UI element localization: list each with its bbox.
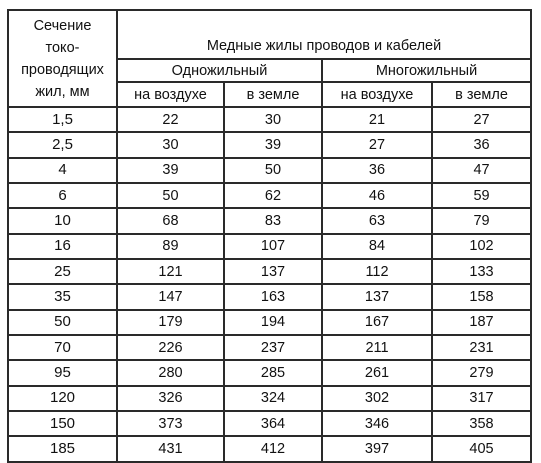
current-cell: 27 [322, 132, 432, 157]
current-cell: 280 [117, 360, 224, 385]
current-cell: 147 [117, 284, 224, 309]
section-header-line: жил, мм [35, 83, 90, 100]
table-row [8, 259, 531, 284]
section-header-line: Сечение [33, 17, 92, 34]
current-cell: 231 [432, 335, 531, 360]
current-cell: 102 [432, 234, 531, 259]
current-cell: 84 [322, 234, 432, 259]
section-cell: 25 [8, 259, 117, 284]
section-cell: 70 [8, 335, 117, 360]
section-cell: 6 [8, 183, 117, 208]
section-cell: 1,5 [8, 107, 117, 132]
current-cell: 261 [322, 360, 432, 385]
section-cell: 10 [8, 208, 117, 233]
table-row [8, 208, 531, 233]
current-cell: 30 [224, 107, 322, 132]
table-row [8, 386, 531, 411]
subheader-multi-core: Многожильный [322, 59, 531, 82]
current-cell: 83 [224, 208, 322, 233]
current-cell: 39 [224, 132, 322, 157]
current-cell: 21 [322, 107, 432, 132]
subheader-single-core: Одножильный [117, 59, 322, 82]
current-cell: 133 [432, 259, 531, 284]
current-cell: 194 [224, 310, 322, 335]
section-cell: 16 [8, 234, 117, 259]
section-cell: 4 [8, 158, 117, 183]
current-cell: 46 [322, 183, 432, 208]
current-cell: 326 [117, 386, 224, 411]
current-cell: 285 [224, 360, 322, 385]
current-cell: 302 [322, 386, 432, 411]
table-row [8, 284, 531, 309]
condition-header: в земле [432, 82, 531, 107]
table-row [8, 132, 531, 157]
current-cell: 22 [117, 107, 224, 132]
current-cell: 107 [224, 234, 322, 259]
table-row [8, 436, 531, 462]
current-cell: 63 [322, 208, 432, 233]
table-row [8, 234, 531, 259]
current-cell: 412 [224, 436, 322, 462]
table-row [8, 360, 531, 385]
table-row [8, 310, 531, 335]
current-cell: 59 [432, 183, 531, 208]
current-cell: 358 [432, 411, 531, 436]
table-row [8, 411, 531, 436]
copper-group-header: Медные жилы проводов и кабелей [117, 10, 531, 59]
section-header [8, 10, 117, 107]
current-cell: 279 [432, 360, 531, 385]
current-cell: 62 [224, 183, 322, 208]
current-cell: 36 [322, 158, 432, 183]
current-cell: 211 [322, 335, 432, 360]
section-cell: 185 [8, 436, 117, 462]
table-row [8, 183, 531, 208]
table-row [8, 107, 531, 132]
section-header-line: токо- [45, 39, 80, 56]
section-header-line: проводящих [21, 61, 104, 78]
table-body [8, 107, 531, 462]
current-cell: 237 [224, 335, 322, 360]
section-cell: 2,5 [8, 132, 117, 157]
current-cell: 27 [432, 107, 531, 132]
section-cell: 120 [8, 386, 117, 411]
current-cell: 50 [224, 158, 322, 183]
current-cell: 317 [432, 386, 531, 411]
current-cell: 137 [322, 284, 432, 309]
current-cell: 405 [432, 436, 531, 462]
current-cell: 163 [224, 284, 322, 309]
condition-header: на воздухе [322, 82, 432, 107]
current-cell: 167 [322, 310, 432, 335]
current-cell: 324 [224, 386, 322, 411]
current-cell: 397 [322, 436, 432, 462]
current-cell: 79 [432, 208, 531, 233]
current-cell: 179 [117, 310, 224, 335]
current-cell: 137 [224, 259, 322, 284]
section-cell: 50 [8, 310, 117, 335]
current-cell: 39 [117, 158, 224, 183]
section-cell: 35 [8, 284, 117, 309]
current-cell: 373 [117, 411, 224, 436]
current-cell: 89 [117, 234, 224, 259]
current-cell: 36 [432, 132, 531, 157]
current-cell: 158 [432, 284, 531, 309]
current-cell: 47 [432, 158, 531, 183]
condition-header: на воздухе [117, 82, 224, 107]
current-cell: 50 [117, 183, 224, 208]
current-cell: 226 [117, 335, 224, 360]
current-cell: 112 [322, 259, 432, 284]
section-cell: 95 [8, 360, 117, 385]
current-cell: 346 [322, 411, 432, 436]
current-cell: 431 [117, 436, 224, 462]
current-cell: 187 [432, 310, 531, 335]
section-cell: 150 [8, 411, 117, 436]
current-cell: 68 [117, 208, 224, 233]
table-row [8, 158, 531, 183]
ampacity-table [7, 9, 532, 463]
current-cell: 121 [117, 259, 224, 284]
current-cell: 364 [224, 411, 322, 436]
current-cell: 30 [117, 132, 224, 157]
condition-header: в земле [224, 82, 322, 107]
table-row [8, 335, 531, 360]
